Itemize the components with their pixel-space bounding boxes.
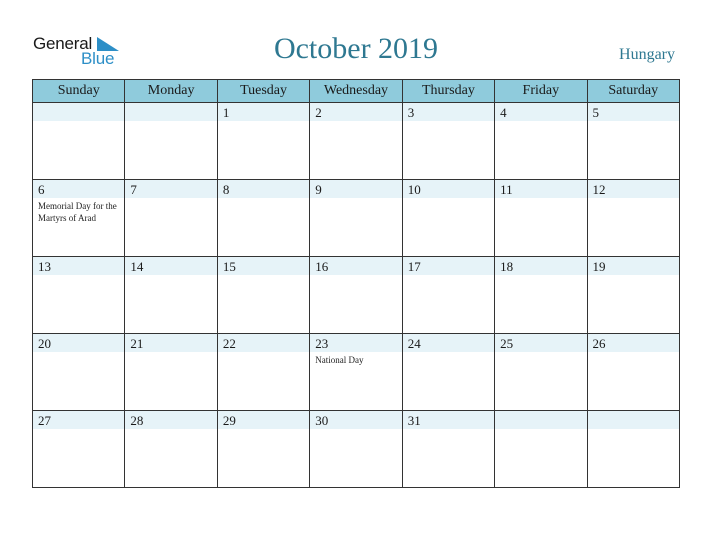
day-number: 15 (222, 259, 236, 274)
day-number: 9 (315, 182, 322, 197)
day-number: 18 (500, 259, 514, 274)
day-cell (125, 411, 217, 488)
day-cell (217, 411, 309, 488)
day-cell (587, 257, 679, 334)
day-cell (217, 180, 309, 257)
day-cell (495, 257, 587, 334)
day-number: 1 (222, 105, 230, 120)
day-number: 13 (38, 259, 51, 274)
day-number: 19 (592, 259, 606, 274)
day-cell (310, 411, 402, 488)
day-number: 17 (407, 259, 421, 274)
day-number: 23 (315, 336, 329, 351)
month-calendar-grid (32, 79, 680, 488)
day-number: 24 (407, 336, 421, 351)
day-cell (33, 180, 125, 257)
day-number: 29 (222, 413, 236, 428)
day-cell (495, 180, 587, 257)
day-number: 4 (500, 105, 507, 120)
logo-text-general: General (33, 34, 93, 53)
day-number: 6 (38, 182, 45, 197)
day-cell (310, 334, 402, 411)
day-cell (125, 103, 217, 180)
day-number (495, 411, 586, 430)
day-cell (310, 103, 402, 180)
day-cell (33, 257, 125, 334)
day-number: 16 (315, 259, 329, 274)
day-cell (125, 257, 217, 334)
day-cell (402, 180, 494, 257)
week-row (33, 257, 680, 334)
week-row (33, 411, 680, 488)
day-number: 5 (592, 105, 600, 120)
day-number (125, 103, 216, 122)
holiday-label: National Day (315, 355, 364, 365)
day-cell (217, 103, 309, 180)
day-cell (587, 411, 679, 488)
day-number: 21 (130, 336, 144, 351)
day-cell (495, 103, 587, 180)
weekday-header: Sunday (33, 80, 125, 103)
day-number (33, 103, 124, 122)
day-number: 2 (315, 105, 322, 120)
day-number: 30 (315, 413, 329, 428)
day-cell (402, 334, 494, 411)
day-cell (495, 411, 587, 488)
weekday-header-row (33, 80, 680, 103)
day-number: 11 (500, 182, 513, 197)
day-cell (125, 334, 217, 411)
day-cell (587, 103, 679, 180)
day-cell (310, 180, 402, 257)
day-number: 28 (130, 413, 144, 428)
day-cell (125, 180, 217, 257)
week-row (33, 180, 680, 257)
day-cell (402, 257, 494, 334)
day-cell (217, 334, 309, 411)
calendar-title: October 2019 (273, 32, 439, 65)
day-cell (402, 411, 494, 488)
day-number: 3 (407, 105, 415, 120)
week-row (33, 334, 680, 411)
weekday-header: Saturday (587, 80, 679, 103)
weekday-header: Thursday (402, 80, 494, 103)
day-cell (217, 257, 309, 334)
logo-text-blue: Blue (81, 49, 115, 68)
day-cell (33, 103, 125, 180)
day-number: 12 (592, 182, 606, 197)
day-cell (495, 334, 587, 411)
day-number: 22 (222, 336, 236, 351)
day-number: 25 (500, 336, 514, 351)
day-number: 7 (130, 182, 137, 197)
day-number: 10 (407, 182, 421, 197)
day-cell (587, 334, 679, 411)
calendar-body (33, 103, 680, 488)
day-number: 27 (38, 413, 51, 428)
day-cell (33, 411, 125, 488)
weekday-header: Wednesday (310, 80, 402, 103)
day-cell (310, 257, 402, 334)
day-number: 8 (222, 182, 230, 197)
day-number (588, 411, 679, 430)
day-cell (33, 334, 125, 411)
day-number: 20 (38, 336, 51, 351)
holiday-label: Memorial Day for the Martyrs of Arad (38, 201, 117, 223)
day-number: 31 (407, 413, 421, 428)
weekday-header: Monday (125, 80, 217, 103)
day-number: 14 (130, 259, 144, 274)
day-cell (587, 180, 679, 257)
weekday-header: Tuesday (217, 80, 309, 103)
day-cell (402, 103, 494, 180)
week-row (33, 103, 680, 180)
weekday-header: Friday (495, 80, 587, 103)
day-number: 26 (592, 336, 606, 351)
country-label: Hungary (619, 46, 675, 63)
